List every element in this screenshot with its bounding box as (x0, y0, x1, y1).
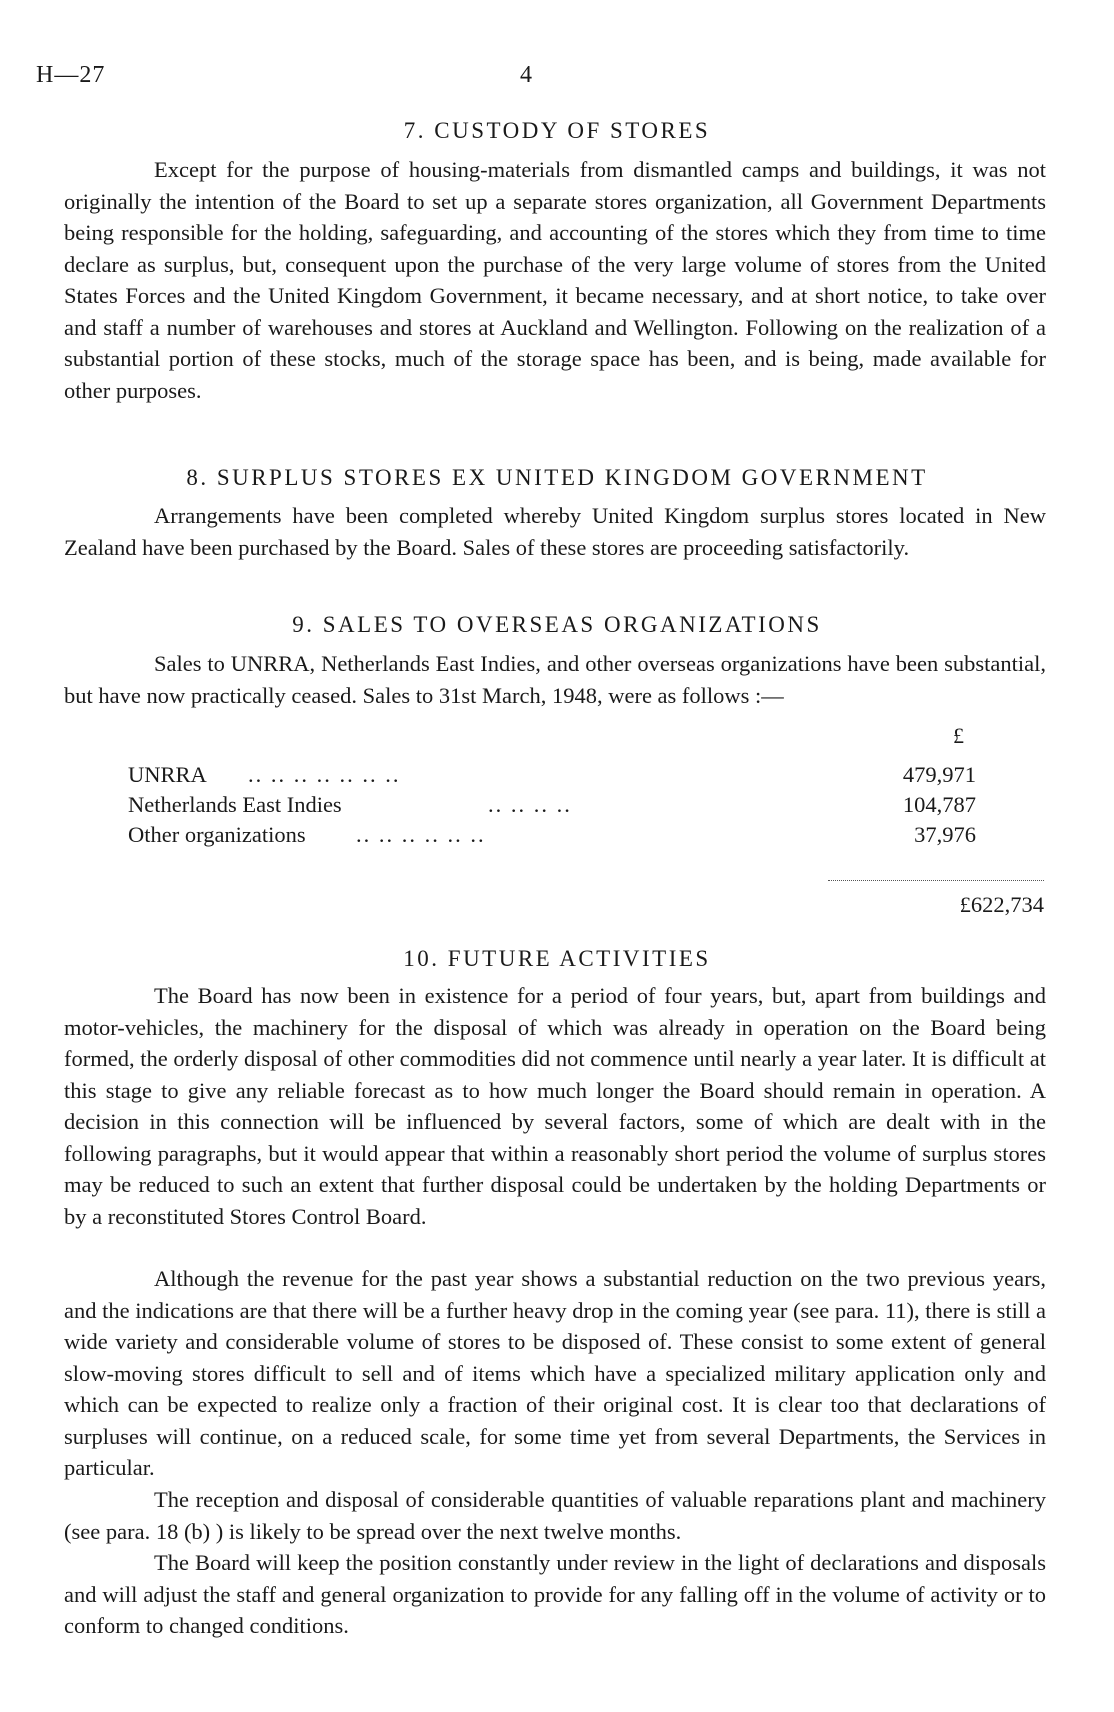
document-reference: H—27 (36, 62, 106, 88)
section-7-heading: 7. CUSTODY OF STORES (403, 118, 711, 143)
table-row (128, 820, 1046, 850)
row-label: UNRRA (128, 762, 207, 787)
row-value: 37,976 (914, 822, 976, 847)
total-rule (828, 880, 1044, 881)
table-row (128, 760, 1046, 790)
section-10-paragraph-3: The reception and disposal of considerable quantities of valuable reparations plant and machinery (see para. 18 (b) ) is likely to be spread over the next twelve months. (64, 1487, 1046, 1544)
section-10-paragraph-4: The Board will keep the position constantly under review in the light of declarations and disposals and will adjust the staff and general organization to provide for any falling off in the volume of activity or to conform to changed conditions. (64, 1550, 1046, 1638)
row-value: 104,787 (902, 792, 976, 817)
sales-total: £622,734 (959, 892, 1044, 917)
row-label: Other organizations (128, 822, 306, 847)
row-value: 479,971 (902, 762, 976, 787)
section-8-paragraph: Arrangements have been completed whereby United Kingdom surplus stores located in New Zealand have been purchased by the Board. Sales of these stores are proceeding satisfactorily. (64, 503, 1046, 560)
section-10-heading: 10. FUTURE ACTIVITIES (403, 946, 711, 971)
sales-table (128, 760, 1046, 850)
leader-dots: .. .. .. .. .. .. .. (248, 762, 401, 787)
currency-header: £ (953, 723, 964, 748)
table-row (128, 790, 1046, 820)
leader-dots: .. .. .. .. (488, 792, 572, 817)
section-8-heading: 8. SURPLUS STORES EX UNITED KINGDOM GOVERNMENT (186, 465, 928, 490)
section-9-paragraph: Sales to UNRRA, Netherlands East Indies, and other overseas organizations have been substantial, but have now practically ceased. Sales to 31st March, 1948, were as follows :— (64, 651, 1046, 708)
section-10-paragraph-1: The Board has now been in existence for a period of four years, but, apart from buildings and motor-vehicles, the machinery for the disposal of which was already in operation on the Board being formed, the orderly disposal of other commodities did not commence until nearly a year later. It is difficult at this stage to give any reliable forecast as to how much longer the Board should remain in operation. A decision in this connection will be influenced by several factors, some of which are dealt with in the following paragraphs, but it would appear that within a reasonably short period the volume of surplus stores may be reduced to such an extent that further disposal could be undertaken by the holding Departments or by a reconstituted Stores Control Board. (64, 983, 1046, 1229)
section-10-paragraph-2: Although the revenue for the past year shows a substantial reduction on the two previous years, and the indications are that there will be a further heavy drop in the coming year (see para. 11), there is still a wide variety and considerable volume of stores to be disposed of. These consist to some extent of general slow-moving stores difficult to sell and of items which have a specialized military application only and which can be expected to realize only a fraction of their original cost. It is clear too that declarations of surpluses will continue, on a reduced scale, for some time yet from several Departments, the Services in particular. (64, 1266, 1046, 1480)
page-number: 4 (520, 62, 532, 88)
row-label: Netherlands East Indies (128, 792, 342, 817)
section-9-heading: 9. SALES TO OVERSEAS ORGANIZATIONS (292, 612, 822, 637)
section-7-paragraph: Except for the purpose of housing-materials from dismantled camps and buildings, it was not originally the intention of the Board to set up a separate stores organization, all Government Departments being responsible for the holding, safeguarding, and accounting of the stores which they from time to time declare as surplus, but, consequent upon the purchase of the very large volume of stores from the United States Forces and the United Kingdom Government, it became necessary, and at short notice, to take over and staff a number of warehouses and stores at Auckland and Wellington. Following on the realization of a substantial portion of these stocks, much of the storage space has been, and is being, made available for other purposes. (64, 157, 1046, 403)
leader-dots: .. .. .. .. .. .. (356, 822, 486, 847)
